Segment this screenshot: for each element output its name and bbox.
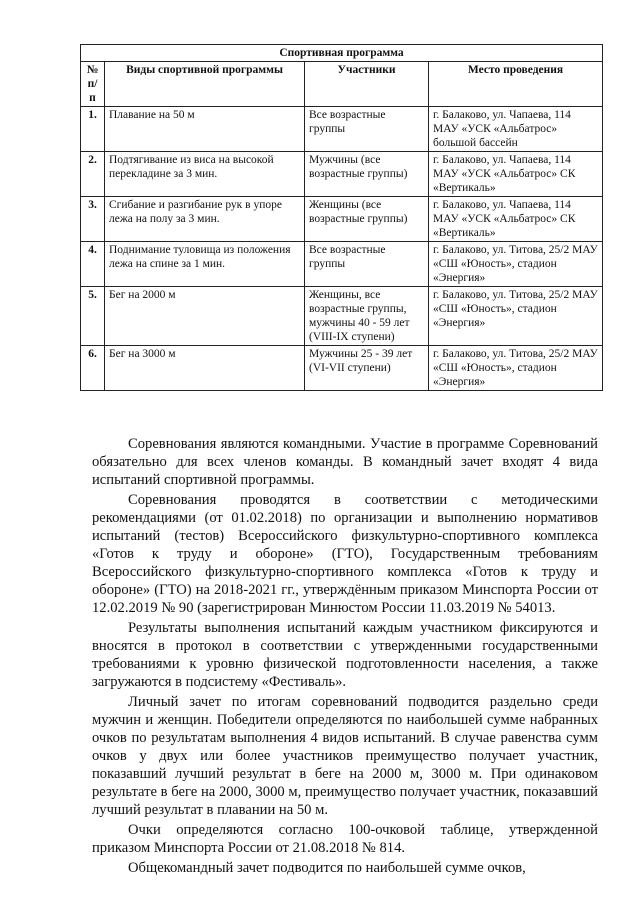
table-title: Спортивная программа (81, 45, 603, 62)
paragraph: Очки определяются согласно 100-очковой таблице, утвержденной приказом Минспорта России от 21.08.2018 № 814. (92, 822, 598, 856)
row-number-cell: 4. (81, 242, 105, 287)
row-number-cell: 2. (81, 152, 105, 197)
row-number-cell: 5. (81, 287, 105, 346)
event-name-cell: Сгибание и разгибание рук в упоре лежа на полу за 3 мин. (105, 197, 305, 242)
event-name-cell: Бег на 2000 м (105, 287, 305, 346)
venue-cell: г. Балаково, ул. Чапаева, 114 МАУ «УСК «Альбатрос» большой бассейн (429, 107, 603, 152)
paragraph: Личный зачет по итогам соревнований подводится раздельно среди мужчин и женщин. Победители определяются по наибольшей сумме набранных очков по результатам выполнения 4 видов испытаний. В случае равенства сумм очков у двух или более участников преимущество получает участник, показавший лучший результат в беге на 2000 м, 3000 м. При одинаковом результате в беге на 2000, 3000 м, преимущество получает участник, показавший лучший результат в плавании на 50 м. (92, 694, 598, 818)
venue-cell: г. Балаково, ул. Чапаева, 114 МАУ «УСК «Альбатрос» СК «Вертикаль» (429, 197, 603, 242)
venue-cell: г. Балаково, ул. Титова, 25/2 МАУ «СШ «Юность», стадион «Энергия» (429, 242, 603, 287)
venue-cell: г. Балаково, ул. Титова, 25/2 МАУ «СШ «Юность», стадион «Энергия» (429, 287, 603, 346)
event-name-cell: Подтягивание из виса на высокой перекладине за 3 мин. (105, 152, 305, 197)
participants-cell: Мужчины (все возрастные группы) (305, 152, 429, 197)
participants-cell: Женщины (все возрастные группы) (305, 197, 429, 242)
table-row (81, 107, 603, 152)
table-row (81, 346, 603, 391)
table-row (81, 152, 603, 197)
row-number-cell: 6. (81, 346, 105, 391)
participants-cell: Мужчины 25 - 39 лет (VI-VII ступени) (305, 346, 429, 391)
table-row (81, 242, 603, 287)
table-row (81, 197, 603, 242)
event-name-cell: Поднимание туловища из положения лежа на спине за 1 мин. (105, 242, 305, 287)
participants-cell: Все возрастные группы (305, 242, 429, 287)
body-text (92, 435, 598, 879)
header-participants: Участники (305, 62, 429, 107)
participants-cell: Все возрастные группы (305, 107, 429, 152)
sports-program-table (80, 44, 603, 391)
table-row (81, 287, 603, 346)
paragraph: Общекомандный зачет подводится по наибольшей сумме очков, (128, 860, 526, 876)
event-name-cell: Плавание на 50 м (105, 107, 305, 152)
paragraph: Соревнования проводятся в соответствии с методическими рекомендациями (от 01.02.2018) по организации и выполнению нормативов испытаний (тестов) Всероссийского физкультурно-спортивного комплекса «Готов к труду и обороне» (ГТО), Государственным требованиям Всероссийского физкультурно-спортивного комплекса «Готов к труду и обороне» (ГТО) на 2018-2021 гг., утверждённым приказом Минспорта России от 12.02.2019 № 90 (зарегистрирован Минюстом России 11.03.2019 № 54013. (92, 492, 598, 616)
header-venue: Место проведения (429, 62, 603, 107)
row-number-cell: 1. (81, 107, 105, 152)
venue-cell: г. Балаково, ул. Чапаева, 114 МАУ «УСК «Альбатрос» СК «Вертикаль» (429, 152, 603, 197)
participants-cell: Женщины, все возрастные группы, мужчины 40 - 59 лет (VIII-IX ступени) (305, 287, 429, 346)
venue-cell: г. Балаково, ул. Титова, 25/2 МАУ «СШ «Юность», стадион «Энергия» (429, 346, 603, 391)
paragraph: Соревнования являются командными. Участие в программе Соревнований обязательно для всех членов команды. В командный зачет входят 4 вида испытаний спортивной программы. (92, 436, 598, 488)
header-number: № п/п (81, 62, 105, 107)
header-event: Виды спортивной программы (105, 62, 305, 107)
event-name-cell: Бег на 3000 м (105, 346, 305, 391)
paragraph: Результаты выполнения испытаний каждым участником фиксируются и вносятся в протокол в соответствии с утвержденными государственными требованиями к уровню физической подготовленности населения, а также загружаются в подсистему «Фестиваль». (92, 620, 598, 690)
row-number-cell: 3. (81, 197, 105, 242)
